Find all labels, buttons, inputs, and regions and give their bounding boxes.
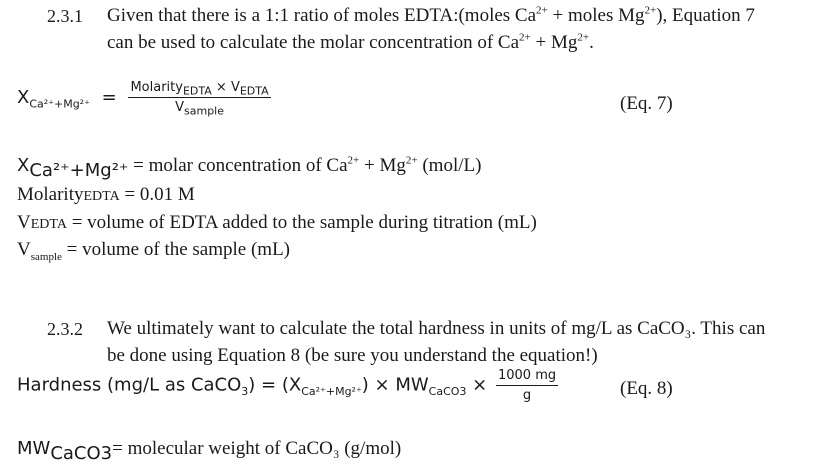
- eq8-fraction: $\frac{1000 mg}{g}$: [497, 368, 557, 403]
- equation-8: Hardness (mg/L as CaCO$_3$) = $(X_{Ca^{2+}+Mg^{2+}}) \times MW_{CaCO3}$ × $\frac{1000 mg}{g}$: [17, 368, 557, 403]
- eq7-label: (Eq. 7): [620, 93, 673, 114]
- def-vedta: VEDTA = volume of EDTA added to the sample during titration (mL): [17, 212, 537, 233]
- section-2-3-1-number: 2.3.1: [47, 6, 83, 26]
- eq8-label: (Eq. 8): [620, 378, 673, 399]
- eq7-fraction: $\frac{Molarity_{EDTA} \times V_{EDTA}}{V_{sample}}$: [130, 80, 269, 118]
- section-2-3-2-line2: be done using Equation 8 (be sure you understand the equation!): [107, 345, 598, 366]
- eq7-lhs: $X_{Ca^{2+}+Mg^{2+}}$: [17, 86, 90, 111]
- section-2-3-2-line1: We ultimately want to calculate the total hardness in units of mg/L as CaCO₃. This can: [107, 318, 766, 339]
- def-vsample: $V_{sample}$ = volume of the sample (mL): [17, 239, 291, 263]
- section-2-3-1-line1: Given that there is a 1:1 ratio of moles EDTA:(moles $Ca^{2+}$ + moles $Mg^{2+}$), Equation 7: [107, 4, 755, 26]
- def-molarity: MolarityEDTA = 0.01 M: [17, 184, 195, 205]
- section-2-3-1-line2: can be used to calculate the molar concentration of $Ca^{2+} + Mg^{2+}$.: [107, 31, 594, 53]
- equation-7: $X_{Ca^{2+}+Mg^{2+}}$ = $\frac{Molarity_{EDTA} \times V_{EDTA}}{V_{sample}}$: [17, 80, 269, 118]
- def-mw: $MW_{CaCO3}=$ molecular weight of CaCO₃ (g/mol): [17, 438, 402, 464]
- section-2-3-2-number: 2.3.2: [47, 319, 83, 339]
- def-x: $X_{Ca^{2+}+Mg^{2+}}$ = molar concentration of $Ca^{2+} + Mg^{2+}$ (mol/L): [17, 154, 482, 181]
